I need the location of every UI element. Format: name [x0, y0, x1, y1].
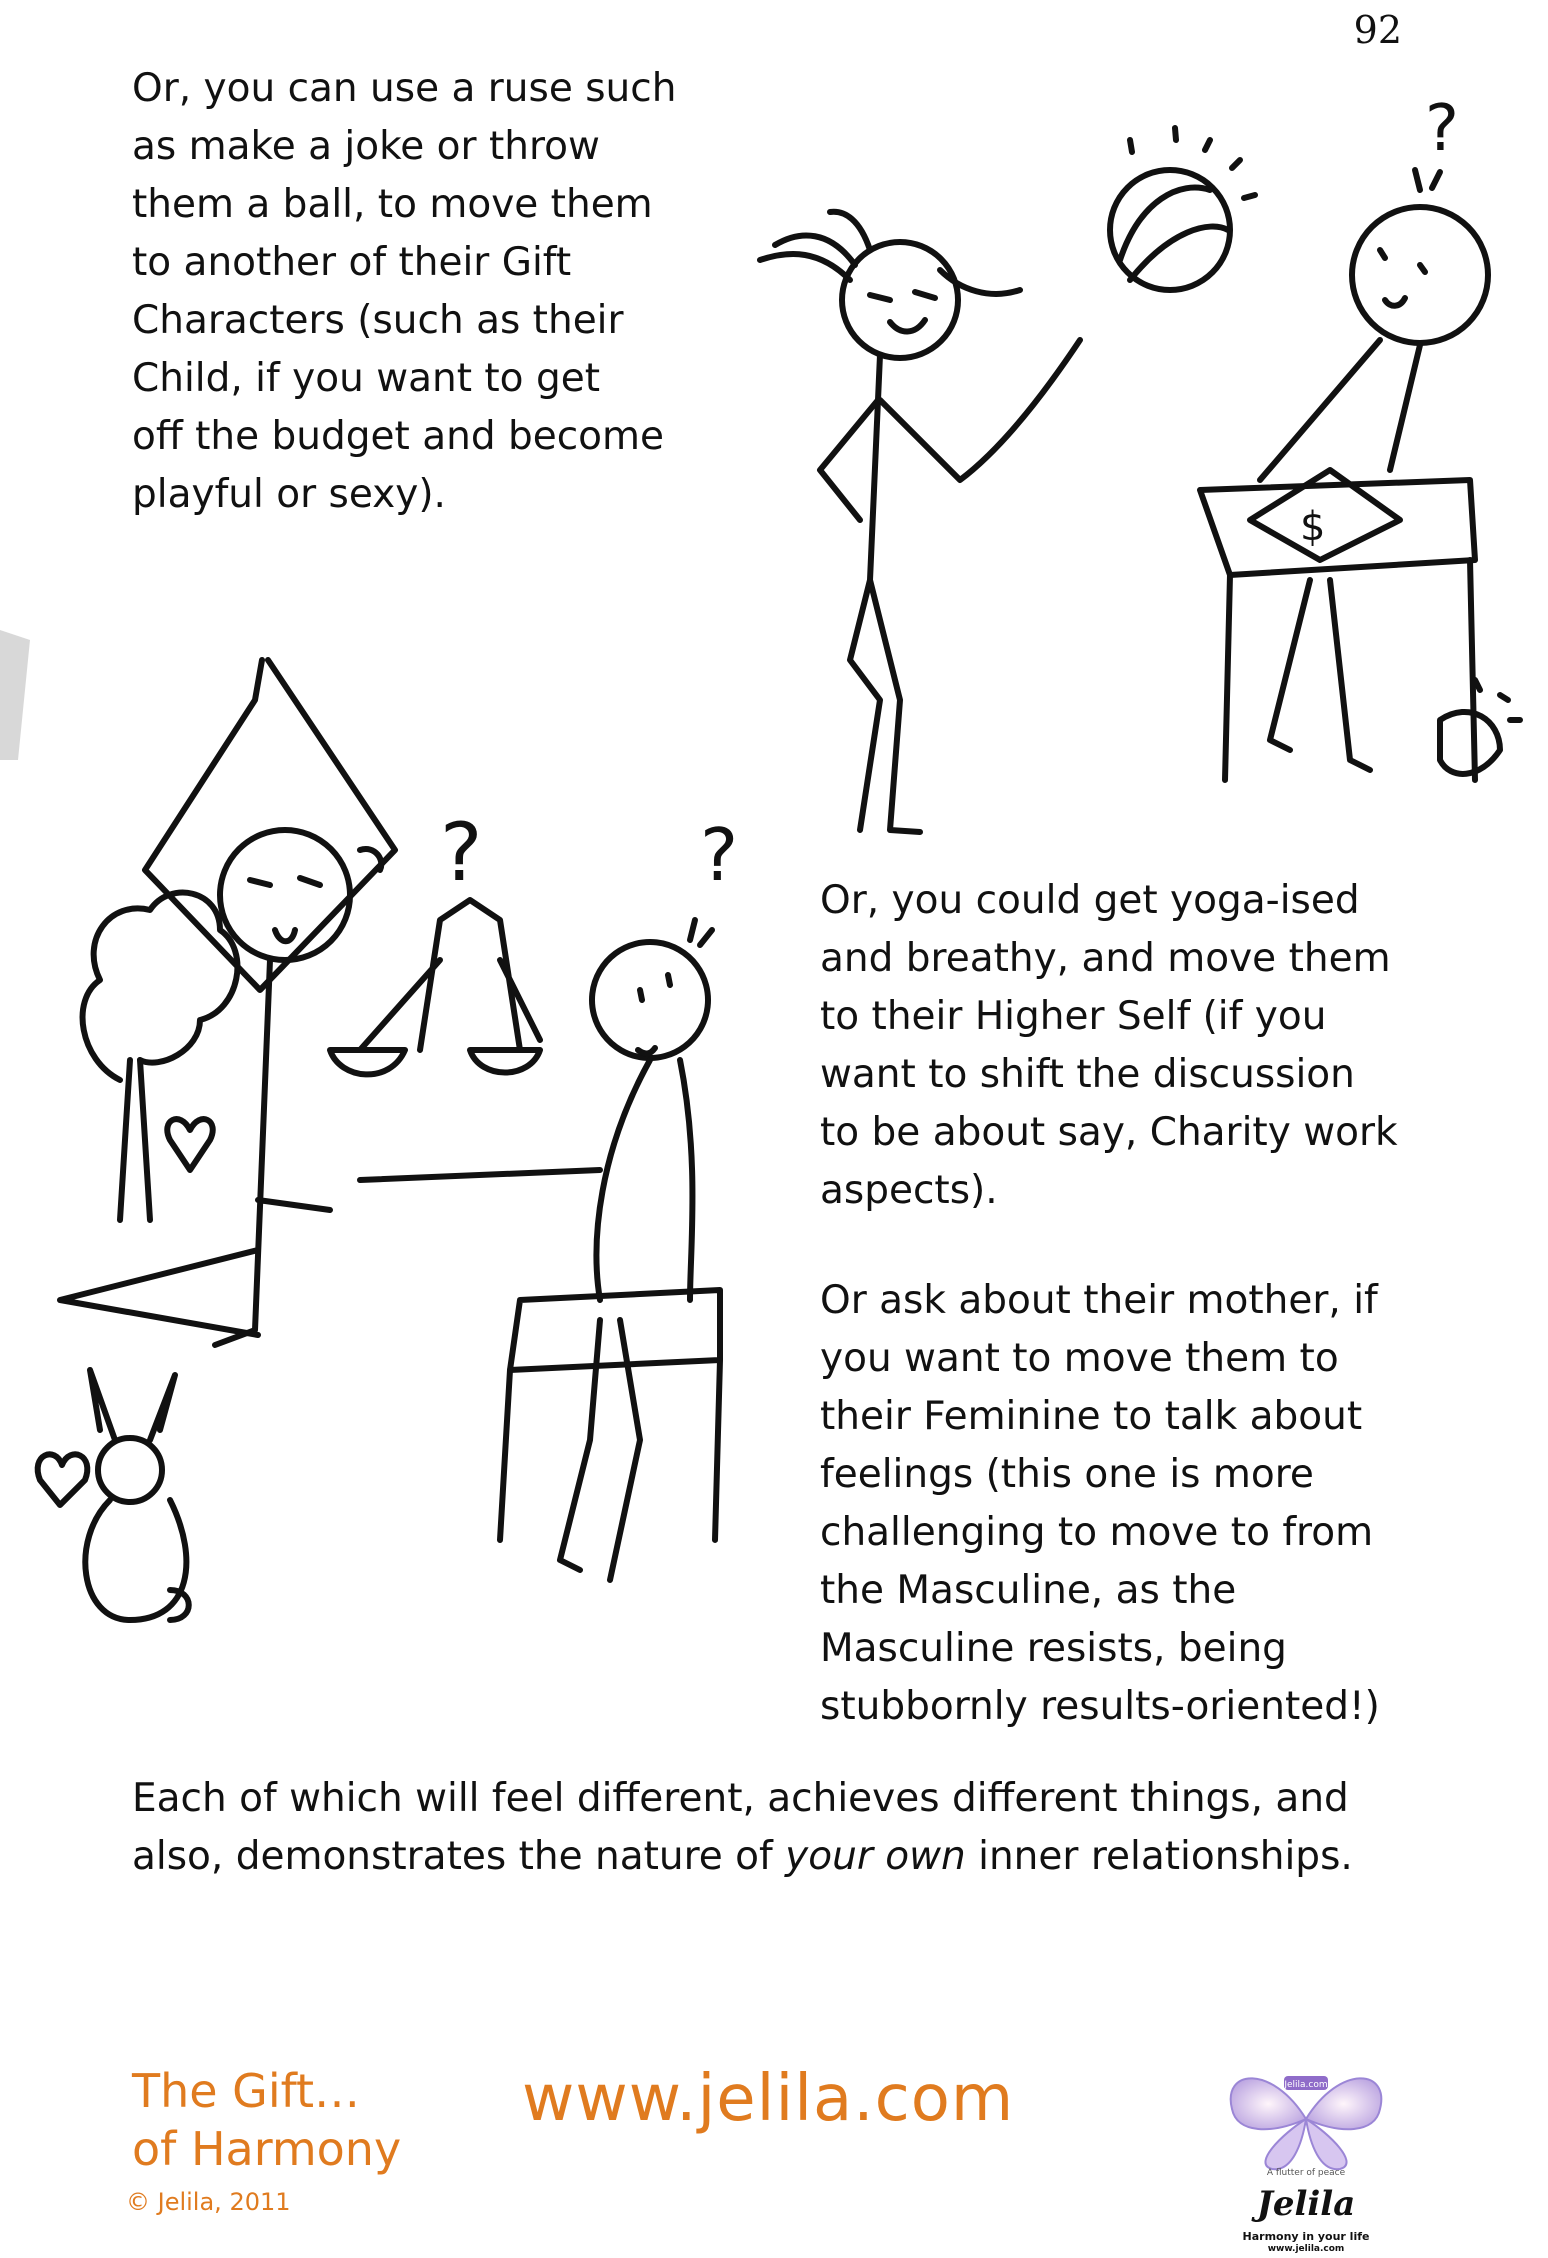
rabbit-drawing [38, 1370, 189, 1620]
logo-slogan: A flutter of peace [1266, 2168, 1346, 2178]
balance-scales-drawing [330, 900, 600, 1180]
logo-name: Jelila [1256, 2184, 1356, 2224]
question-mark-confused: ? [700, 813, 739, 897]
logo-tagline: Harmony in your life [1242, 2230, 1370, 2243]
confused-man-drawing [500, 920, 721, 1580]
woman-throwing-ball-drawing [760, 212, 1080, 832]
paragraph-ruse: Or, you can use a ruse such as make a joke or throw them a ball, to move them to another of their Gift Characters (such as their Child, if you want to get off the budget and become playful or sexy). [132, 66, 677, 517]
paragraph-higher-self: Or, you could get yoga-ised and breathy, and move them to their Higher Self (if you want to shift the discussion to be about say, Charity work aspects). [820, 878, 1398, 1213]
conclusion-emphasis: your own [785, 1834, 966, 1879]
question-mark-yoga: ? [440, 806, 483, 899]
logo-url: www.jelila.com [1267, 2244, 1345, 2254]
jelila-logo [1212, 2064, 1400, 2252]
logo-badge: Jelila.com [1284, 2080, 1328, 2090]
conclusion-text-end: inner relationships. [965, 1834, 1353, 1879]
question-mark-desk: ? [1425, 92, 1459, 166]
page-edge-shadow [0, 630, 30, 760]
page-number: 92 [1353, 8, 1402, 52]
book-title: The Gift… of Harmony [132, 2064, 402, 2176]
man-at-desk-drawing [1200, 170, 1520, 780]
website-link[interactable]: www.jelila.com [522, 2062, 1015, 2136]
dollar-sign: $ [1300, 504, 1326, 550]
paragraph-feminine: Or ask about their mother, if you want to move them to their Feminine to talk about feelings (this one is more challenging to move to from the Masculine, as the Masculine resists, being stubbornly results-oriented!) [820, 1278, 1380, 1729]
beach-ball-drawing [1110, 128, 1255, 290]
copyright: © Jelila, 2011 [126, 2188, 291, 2216]
butterfly-logo-icon [1212, 2064, 1400, 2174]
conclusion-text-start: Each of which will feel different, achieves different things, and also, demonstrates the nature of [132, 1776, 1349, 1879]
